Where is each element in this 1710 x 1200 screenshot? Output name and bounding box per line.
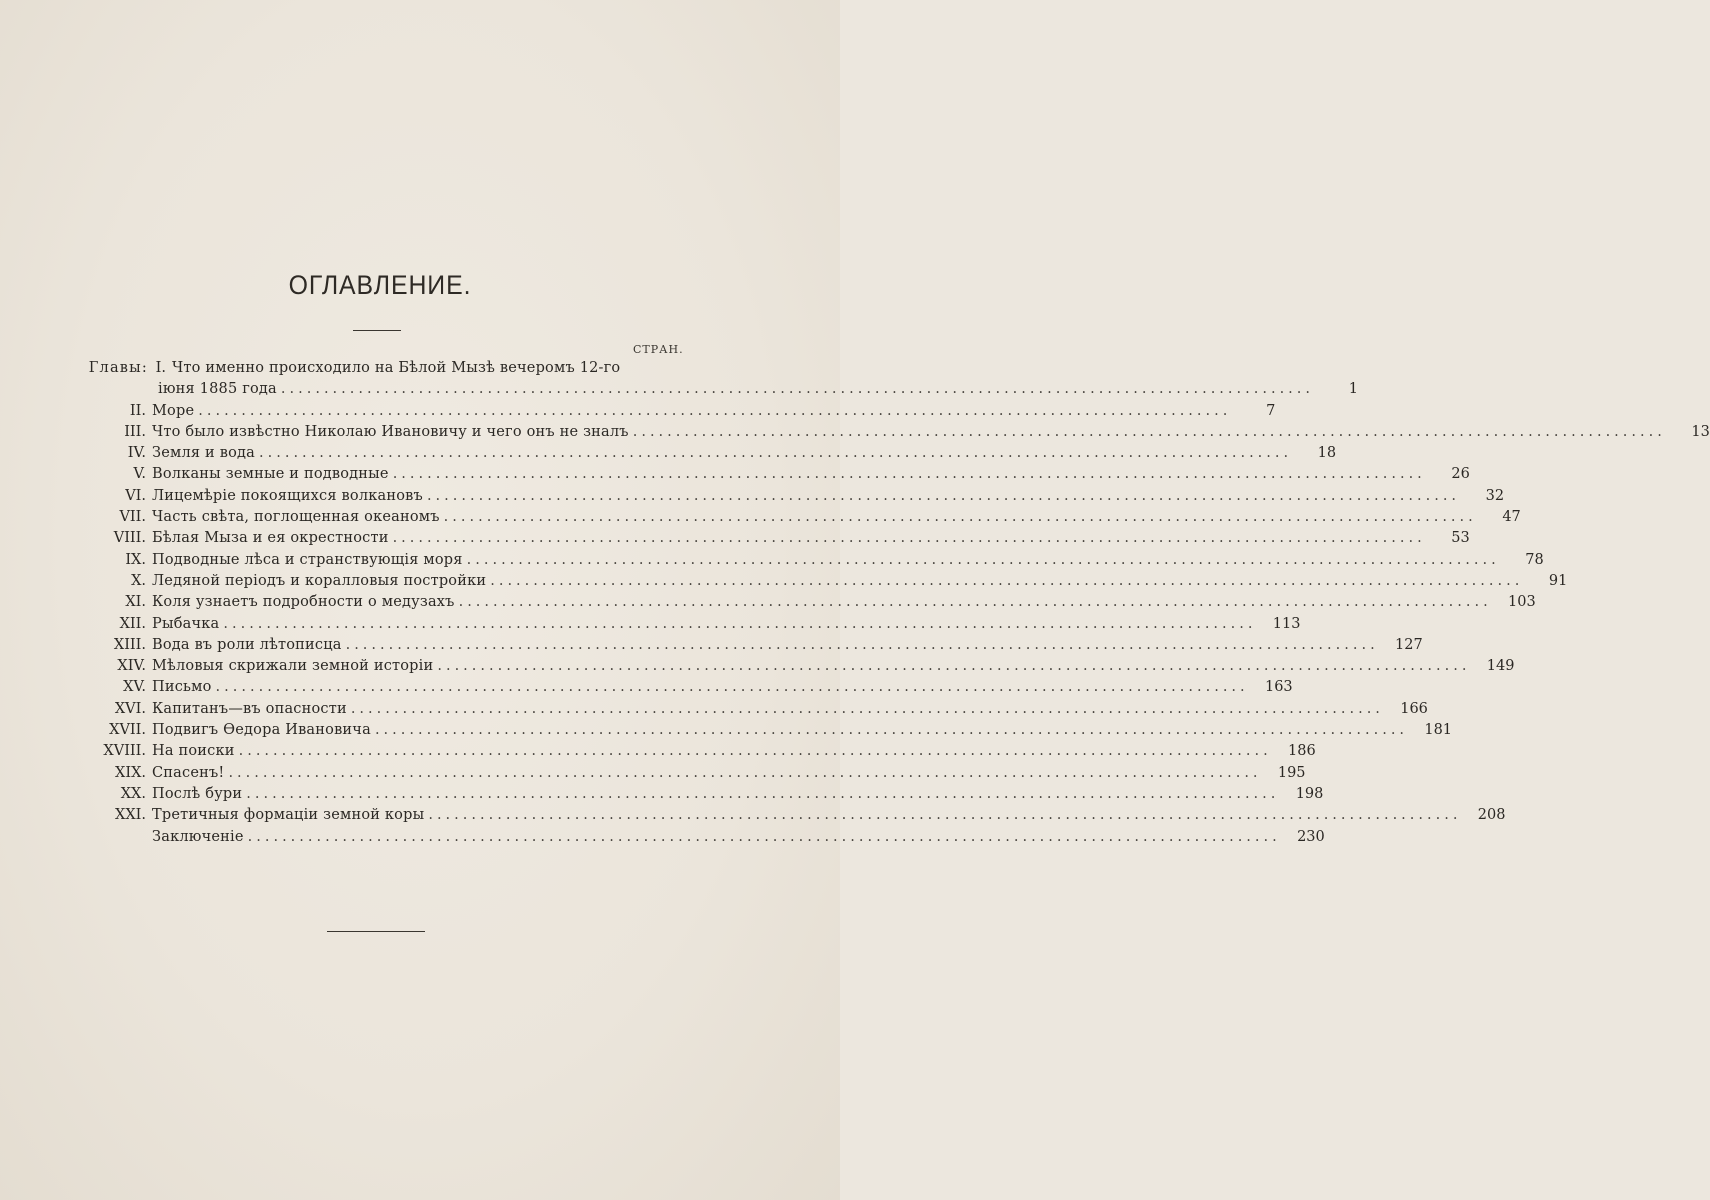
leader-dots: ........................................................................................................................ <box>247 828 1281 845</box>
toc-entry <box>70 592 1536 613</box>
chapter-title: Заключеніе <box>152 828 244 845</box>
leader-dots: ........................................................................................................................ <box>428 807 1462 824</box>
leader-dots: ........................................................................................................................ <box>437 658 1471 675</box>
toc-entry <box>70 358 682 379</box>
chapter-number: VI. <box>125 487 146 504</box>
leader-dots: ........................................................................................................................ <box>238 743 1272 760</box>
chapter-title: Коля узнаетъ подробности о медузахъ <box>152 594 455 611</box>
leader-dots: ........................................................................................................................ <box>426 487 1461 504</box>
page-number: 26 <box>1451 466 1470 483</box>
toc-entry <box>70 614 1301 635</box>
table-of-contents <box>70 358 1710 848</box>
toc-entry <box>70 677 1293 698</box>
page-number: 195 <box>1277 764 1306 781</box>
chapter-number: XV. <box>123 679 146 696</box>
page-number: 163 <box>1264 679 1293 696</box>
toc-entry <box>70 571 1568 592</box>
page-column-label: СТРАН. <box>633 343 684 356</box>
chapter-title: Подводные лѣса и странствующія моря <box>152 551 463 568</box>
leader-dots: ........................................................................................................................ <box>632 423 1666 440</box>
leader-dots: ........................................................................................................................ <box>374 722 1409 739</box>
chapter-number: X. <box>131 572 146 589</box>
page-number: 208 <box>1477 807 1506 824</box>
page-number: 127 <box>1395 636 1423 653</box>
chapter-title: Лицемѣріе покоящихся волкановъ <box>152 487 423 504</box>
toc-entry <box>70 550 1544 571</box>
leader-dots: ........................................................................................................................ <box>392 466 1426 483</box>
chapter-number: VIII. <box>113 530 146 547</box>
toc-entry <box>70 401 1276 422</box>
chapter-title: Земля и вода <box>152 445 256 462</box>
toc-entry-conclusion <box>70 827 1325 848</box>
toc-entry <box>70 443 1337 464</box>
leader-dots: ........................................................................................................................ <box>350 700 1384 717</box>
chapter-title: На поиски <box>152 743 235 760</box>
page-title: ОГЛАВЛЕНИЕ. <box>288 270 472 300</box>
page-number: 113 <box>1272 615 1301 632</box>
chapter-title: Бѣлая Мыза и ея окрестности <box>152 530 389 547</box>
chapter-title: іюня 1885 года <box>158 381 277 398</box>
page-number: 53 <box>1451 530 1470 547</box>
leader-dots: ........................................................................................................................ <box>392 530 1426 547</box>
leader-dots: ........................................................................................................................ <box>280 381 1315 398</box>
chapter-title: Письмо <box>152 679 212 696</box>
leader-dots: ........................................................................................................................ <box>198 402 1232 419</box>
chapter-title: Часть свѣта, поглощенная океаномъ <box>152 509 440 526</box>
chapter-number: XVIII. <box>103 743 146 760</box>
toc-entry <box>70 422 1710 443</box>
chapter-title: Что именно происходило на Бѣлой Мызѣ вечеромъ 12-го <box>172 360 621 376</box>
chapter-number: XIV. <box>117 658 146 675</box>
toc-entry-continuation <box>70 379 1359 400</box>
chapter-number: XVI. <box>114 700 146 717</box>
chapter-number: XII. <box>119 615 146 632</box>
chapters-prefix: Главы: <box>88 360 148 376</box>
page-number: 32 <box>1485 487 1505 504</box>
toc-entry <box>70 763 1306 784</box>
chapter-number: II. <box>129 402 146 419</box>
chapter-title: Рыбачка <box>152 615 220 632</box>
chapter-title: Мѣловыя скрижали земной исторіи <box>152 658 434 675</box>
page-number: 1 <box>1348 381 1359 398</box>
page-number: 91 <box>1548 572 1568 589</box>
leader-dots: ........................................................................................................................ <box>223 615 1257 632</box>
toc-entry <box>70 528 1470 549</box>
page-number: 166 <box>1400 700 1428 717</box>
leader-dots: ........................................................................................................................ <box>458 594 1492 611</box>
chapter-title: Ледяной періодъ и коралловыя постройки <box>152 572 487 589</box>
page-number: 198 <box>1295 785 1324 802</box>
toc-entry <box>70 741 1316 762</box>
page-number: 186 <box>1288 743 1316 760</box>
leader-dots: ........................................................................................................................ <box>466 551 1500 568</box>
chapter-number: V. <box>133 466 146 483</box>
leader-dots: ........................................................................................................................ <box>259 445 1293 462</box>
chapter-number: VII. <box>119 509 146 526</box>
toc-entry <box>70 784 1324 805</box>
toc-entry <box>70 720 1453 741</box>
leader-dots: ........................................................................................................................ <box>246 785 1280 802</box>
toc-entry <box>70 507 1521 528</box>
chapter-number: III. <box>124 423 146 440</box>
chapter-title: Послѣ бури <box>152 785 243 802</box>
page-number: 181 <box>1424 722 1453 739</box>
chapter-title: Спасенъ! <box>152 764 225 781</box>
page-number: 149 <box>1486 658 1515 675</box>
chapter-title: Море <box>152 402 195 419</box>
leader-dots: ........................................................................................................................ <box>345 636 1379 653</box>
toc-entry <box>70 464 1470 485</box>
page-number: 7 <box>1266 402 1276 419</box>
toc-entry <box>70 486 1505 507</box>
chapter-number: XX. <box>120 785 146 802</box>
end-rule <box>327 931 425 932</box>
chapter-title: Капитанъ—въ опасности <box>152 700 347 717</box>
chapter-number: I. <box>155 360 166 376</box>
page-number: 47 <box>1502 509 1521 526</box>
chapter-number: IX. <box>125 551 146 568</box>
chapter-title: Вода въ роли лѣтописца <box>152 636 342 653</box>
leader-dots: ........................................................................................................................ <box>228 764 1262 781</box>
chapter-title: Волканы земные и подводные <box>152 466 389 483</box>
chapter-number: IV. <box>127 445 146 462</box>
leader-dots: ........................................................................................................................ <box>490 572 1524 589</box>
chapter-number: XI. <box>125 594 146 611</box>
chapter-number: XVII. <box>109 722 146 739</box>
toc-entry <box>70 805 1506 826</box>
page-number: 103 <box>1508 594 1536 611</box>
page-number: 18 <box>1317 445 1337 462</box>
page-number: 78 <box>1525 551 1544 568</box>
chapter-number: XIX. <box>115 764 146 781</box>
toc-entry <box>70 635 1423 656</box>
page-number: 13 <box>1691 423 1710 440</box>
leader-dots: ........................................................................................................................ <box>215 679 1249 696</box>
chapter-title: Третичныя формаціи земной коры <box>152 807 425 824</box>
leader-dots: ........................................................................................................................ <box>443 509 1477 526</box>
title-rule <box>353 330 401 331</box>
chapter-title: Что было извѣстно Николаю Ивановичу и чего онъ не зналъ <box>152 423 629 440</box>
chapter-number: XXI. <box>115 807 146 824</box>
toc-entry <box>70 656 1515 677</box>
chapter-number: XIII. <box>113 636 146 653</box>
chapter-title: Подвигъ Ѳедора Ивановича <box>152 722 371 739</box>
page-number: 230 <box>1297 828 1325 845</box>
toc-entry <box>70 699 1428 720</box>
